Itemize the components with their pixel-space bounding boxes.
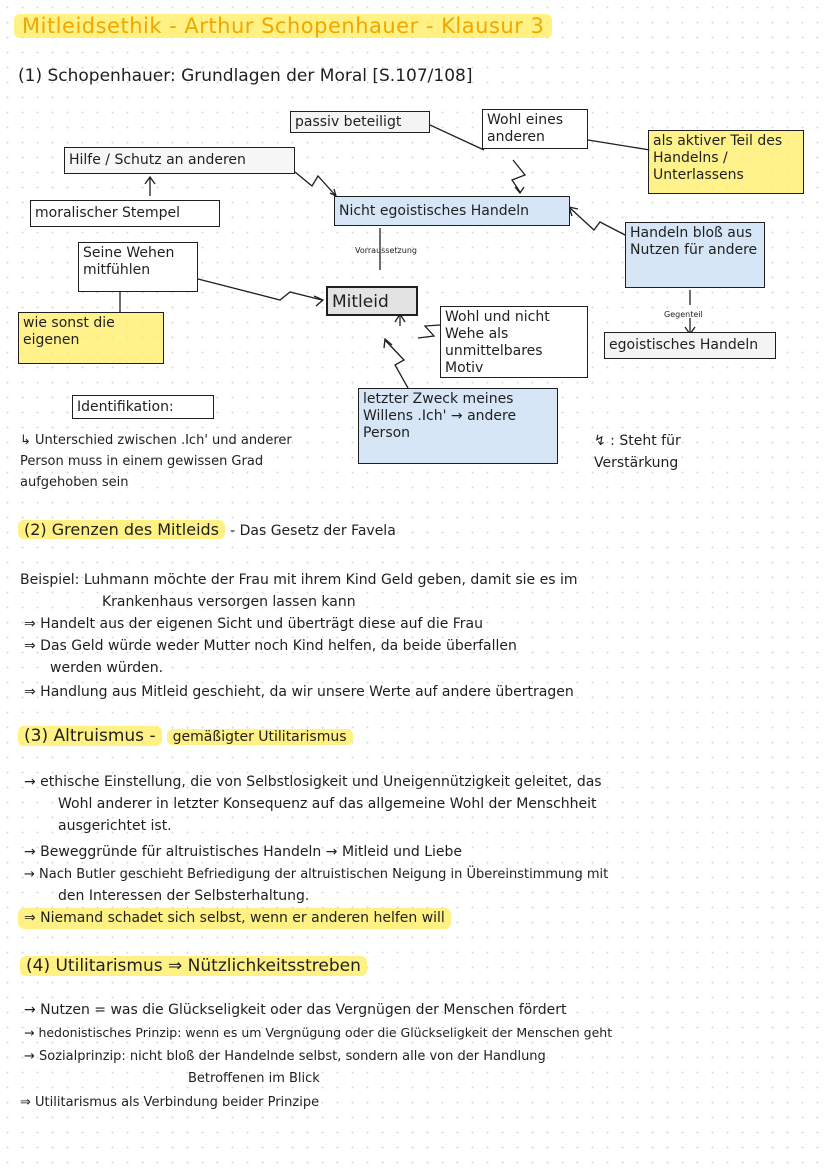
section1-heading: (1) Schopenhauer: Grundlagen der Moral [S.107/108] <box>18 66 473 86</box>
zigzag-arrow <box>385 340 408 388</box>
section3-line: → ethische Einstellung, die von Selbstlosigkeit und Uneigennützigkeit geleitet, das <box>24 774 602 790</box>
box-wehen-mitfuehlen: Seine Wehen mitfühlen <box>78 242 198 292</box>
box-wohl-eines-anderen: Wohl eines anderen <box>482 109 588 149</box>
section3-line: Wohl anderer in letzter Konsequenz auf das allgemeine Wohl der Menschheit <box>58 796 597 812</box>
box-mitleid: Mitleid <box>326 286 418 316</box>
connector-line <box>588 140 650 150</box>
box-letzter-zweck: letzter Zweck meines Willens .Ich' → andere Person <box>358 388 558 464</box>
section3-line: ausgerichtet ist. <box>58 818 172 834</box>
zigzag-arrow <box>418 325 440 338</box>
section3-line: den Interessen der Selbsterhaltung. <box>58 888 310 904</box>
section4-line: → Nutzen = was die Glückseligkeit oder das Vergnügen der Menschen fördert <box>24 1002 567 1018</box>
section4-heading: (4) Utilitarismus ⇒ Nützlichkeitsstreben <box>20 956 367 976</box>
section2-line: Beispiel: Luhmann möchte der Frau mit ihrem Kind Geld geben, damit sie es im <box>20 572 578 588</box>
section3-conclusion: ⇒ Niemand schadet sich selbst, wenn er anderen helfen will <box>18 908 451 929</box>
box-passiv-beteiligt: passiv beteiligt <box>290 111 430 133</box>
box-moralischer-stempel: moralischer Stempel <box>30 200 220 227</box>
page-title: Mitleidsethik - Arthur Schopenhauer - Klausur 3 <box>14 14 552 38</box>
zigzag-arrow <box>512 160 525 192</box>
section3-line: → Nach Butler geschieht Befriedigung der altruistischen Neigung in Übereinstimmung mit <box>24 867 609 882</box>
zigzag-arrow <box>570 208 625 235</box>
section4-line: → Sozialprinzip: nicht bloß der Handelnde selbst, sondern alle von der Handlung <box>24 1049 546 1064</box>
section3-line: → Beweggründe für altruistisches Handeln → Mitleid und Liebe <box>24 844 463 860</box>
text-unterschied: ↳ Unterschied zwischen .Ich' und anderer Person muss in einem gewissen Grad aufgehoben sein <box>20 433 292 490</box>
section2-heading: (2) Grenzen des Mitleids - Das Gesetz der Favela <box>18 520 396 539</box>
section4-line: ⇒ Utilitarismus als Verbindung beider Prinzipe <box>20 1095 320 1110</box>
box-handeln-nutzen: Handeln bloß aus Nutzen für andere <box>625 222 765 288</box>
section2-line: ⇒ Handelt aus der eigenen Sicht und überträgt diese auf die Frau <box>24 616 484 632</box>
box-nicht-egoistisch: Nicht egoistisches Handeln <box>334 196 570 226</box>
section2-line: werden würden. <box>50 660 164 676</box>
label-voraussetzung: Vorraussetzung <box>355 246 417 255</box>
box-wie-sonst: wie sonst die eigenen <box>18 312 164 364</box>
box-identifikation: Identifikation: <box>72 395 214 419</box>
section3-heading: (3) Altruismus - gemäßigter Utilitarismus <box>18 726 353 746</box>
section2-line: ⇒ Handlung aus Mitleid geschieht, da wir unsere Werte auf andere übertragen <box>24 684 574 700</box>
box-wohl-nicht-wehe: Wohl und nicht Wehe als unmittelbares Motiv <box>440 306 588 378</box>
section4-line: → hedonistisches Prinzip: wenn es um Vergnügung oder die Glückseligkeit der Menschen geht <box>24 1025 613 1040</box>
section4-line: Betroffenen im Blick <box>188 1071 320 1086</box>
section2-line: Krankenhaus versorgen lassen kann <box>102 594 356 610</box>
text-legend: ↯ : Steht für Verstärkung <box>594 433 681 471</box>
zigzag-arrow <box>198 279 322 300</box>
zigzag-arrow <box>295 172 336 196</box>
box-egoistisches-handeln: egoistisches Handeln <box>604 332 776 359</box>
box-hilfe-schutz: Hilfe / Schutz an anderen <box>64 147 295 174</box>
connector-line <box>430 125 484 150</box>
label-gegenteil: Gegenteil <box>664 310 703 319</box>
section2-line: ⇒ Das Geld würde weder Mutter noch Kind helfen, da beide überfallen <box>24 638 517 654</box>
box-aktiver-teil: als aktiver Teil des Handelns / Unterlassens <box>648 130 804 194</box>
